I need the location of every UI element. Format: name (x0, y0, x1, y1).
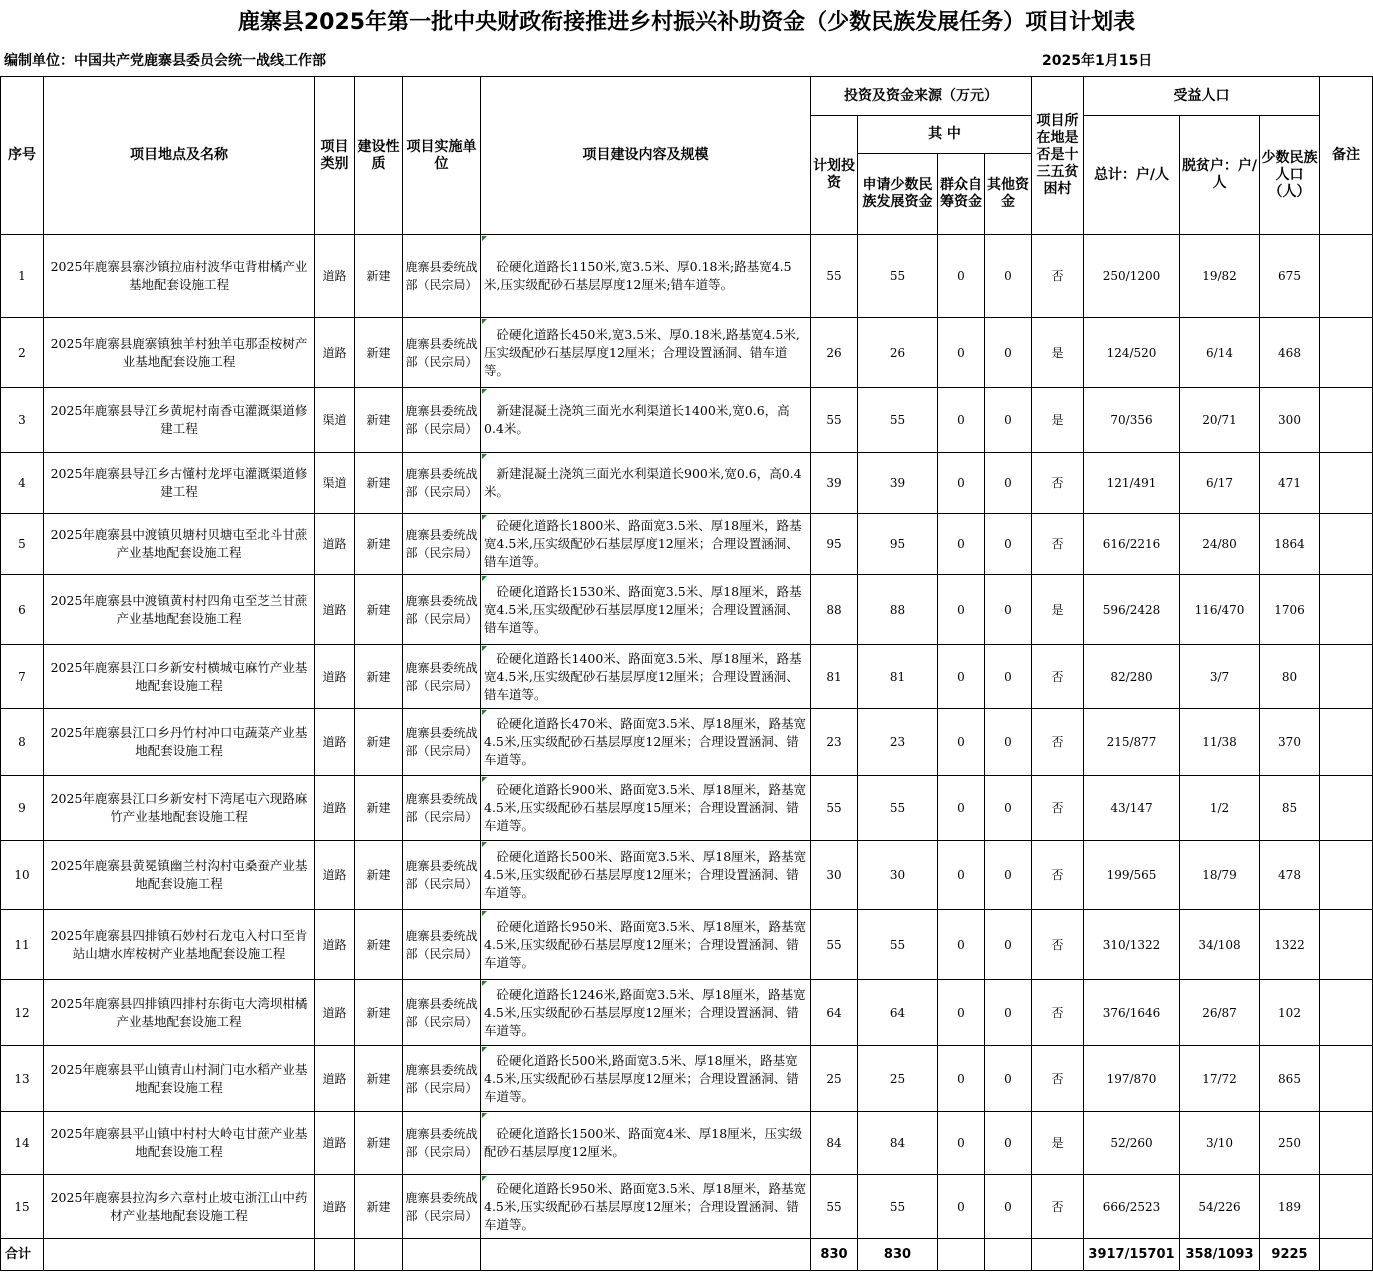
cell-minority-pop: 468 (1260, 318, 1320, 388)
cell-minority-fund: 64 (858, 980, 938, 1046)
cell-nature: 新建 (355, 841, 403, 910)
cell-minority-pop: 478 (1260, 841, 1320, 910)
cell-name: 2025年鹿寨县四排镇石妙村石龙屯入村口至肯站山塘水库桉树产业基地配套设施工程 (44, 910, 315, 980)
table-row (1, 980, 1373, 1046)
cell-total-pop: 596/2428 (1084, 575, 1180, 645)
cell-nature: 新建 (355, 235, 403, 318)
cell-name: 2025年鹿寨县导江乡古懂村龙坪屯灌溉渠道修建工程 (44, 453, 315, 514)
cell-self-raised: 0 (938, 388, 985, 453)
cell-implementer: 鹿寨县委统战部（民宗局） (403, 910, 481, 980)
total-label: 合计 (1, 1239, 44, 1271)
cell-name: 2025年鹿寨县平山镇中村村大岭屯甘蔗产业基地配套设施工程 (44, 1112, 315, 1175)
cell-minority-fund: 95 (858, 514, 938, 575)
cell-minority-fund: 55 (858, 910, 938, 980)
cell-name: 2025年鹿寨县寨沙镇拉庙村波华屯背柑橘产业基地配套设施工程 (44, 235, 315, 318)
cell-implementer: 鹿寨县委统战部（民宗局） (403, 514, 481, 575)
cell-content: 砼硬化道路长500米、路面宽3.5米、厚18厘米，路基宽4.5米,压实级配砂石基层厚度12厘米；合理设置涵洞、错车道等。 (481, 841, 811, 910)
cell-category: 渠道 (315, 453, 355, 514)
cell-minority-pop: 80 (1260, 645, 1320, 709)
cell-minority-fund: 84 (858, 1112, 938, 1175)
cell-planned: 55 (811, 776, 858, 841)
cell-name: 2025年鹿寨县鹿寨镇独羊村独羊屯那歪桉树产业基地配套设施工程 (44, 318, 315, 388)
cell-seq: 4 (1, 453, 44, 514)
table-row (1, 514, 1373, 575)
cell-other-fund: 0 (985, 709, 1032, 776)
cell-minority-fund: 55 (858, 776, 938, 841)
cell-minority-pop: 1322 (1260, 910, 1320, 980)
cell-content: 砼硬化道路长1150米,宽3.5米、厚0.18米;路基宽4.5米,压实级配砂石基层厚度12厘米;错车道等。 (481, 235, 811, 318)
cell-seq: 14 (1, 1112, 44, 1175)
header-investment-group: 投资及资金来源（万元） (811, 77, 1032, 116)
cell-remark (1320, 910, 1373, 980)
header-minority-pop: 少数民族人口（人） (1260, 116, 1320, 235)
cell-remark (1320, 645, 1373, 709)
cell-implementer: 鹿寨县委统战部（民宗局） (403, 709, 481, 776)
cell-content: 砼硬化道路长500米,路面宽3.5米、厚18厘米，路基宽4.5米,压实级配砂石基层厚度12厘米；合理设置涵洞、错车道等。 (481, 1046, 811, 1112)
cell-content: 砼硬化道路长900米、路面宽3.5米、厚18厘米，路基宽4.5米,压实级配砂石基层厚度15厘米；合理设置涵洞、错车道等。 (481, 776, 811, 841)
cell-minority-fund: 55 (858, 235, 938, 318)
table-row (1, 453, 1373, 514)
cell-name: 2025年鹿寨县江口乡丹竹村冲口屯蔬菜产业基地配套设施工程 (44, 709, 315, 776)
cell-nature: 新建 (355, 318, 403, 388)
cell-poor-village: 是 (1032, 575, 1084, 645)
cell-content: 新建混凝土浇筑三面光水利渠道长900米,宽0.6，高0.4米。 (481, 453, 811, 514)
header-total-pop: 总计：户/人 (1084, 116, 1180, 235)
table-row (1, 645, 1373, 709)
cell-poor-village: 否 (1032, 910, 1084, 980)
cell-self-raised: 0 (938, 980, 985, 1046)
cell-poverty-pop: 6/14 (1180, 318, 1260, 388)
cell-seq: 8 (1, 709, 44, 776)
cell-poor-village: 是 (1032, 318, 1084, 388)
header-remark: 备注 (1320, 77, 1373, 235)
cell-poor-village: 否 (1032, 841, 1084, 910)
cell-total-pop: 250/1200 (1084, 235, 1180, 318)
cell-content: 砼硬化道路长1530米、路面宽3.5米、厚18厘米，路基宽4.5米,压实级配砂石基层厚度12厘米；合理设置涵洞、错车道等。 (481, 575, 811, 645)
cell-poor-village: 是 (1032, 1112, 1084, 1175)
cell-total-pop: 197/870 (1084, 1046, 1180, 1112)
table-row (1, 235, 1373, 318)
table-row (1, 841, 1373, 910)
table-row (1, 388, 1373, 453)
cell-nature: 新建 (355, 514, 403, 575)
cell-nature: 新建 (355, 1112, 403, 1175)
cell-poor-village: 否 (1032, 453, 1084, 514)
cell-remark (1320, 1046, 1373, 1112)
cell-poor-village: 否 (1032, 1175, 1084, 1239)
cell-name: 2025年鹿寨县江口乡新安村下湾尾屯六现路麻竹产业基地配套设施工程 (44, 776, 315, 841)
cell-remark (1320, 1175, 1373, 1239)
cell-category: 道路 (315, 1112, 355, 1175)
header-implementer: 项目实施单位 (403, 77, 481, 235)
cell-minority-pop: 102 (1260, 980, 1320, 1046)
cell-remark (1320, 841, 1373, 910)
header-poor-village: 项目所在地是否是十三五贫困村 (1032, 77, 1084, 235)
header-minority-fund: 申请少数民族发展资金 (858, 154, 938, 235)
cell-content: 砼硬化道路长1246米,路面宽3.5米、厚18厘米，路基宽4.5米,压实级配砂石基层厚度12厘米；合理设置涵洞、错车道等。 (481, 980, 811, 1046)
table-row (1, 1046, 1373, 1112)
cell-poor-village: 否 (1032, 645, 1084, 709)
cell-implementer: 鹿寨县委统战部（民宗局） (403, 453, 481, 514)
cell-remark (1320, 776, 1373, 841)
cell-implementer: 鹿寨县委统战部（民宗局） (403, 980, 481, 1046)
cell-category: 道路 (315, 235, 355, 318)
cell-total-pop: 52/260 (1084, 1112, 1180, 1175)
cell-category: 道路 (315, 575, 355, 645)
cell-total-pop: 43/147 (1084, 776, 1180, 841)
compiling-unit: 编制单位：中国共产党鹿寨县委员会统一战线工作部 (4, 53, 326, 69)
cell-nature: 新建 (355, 980, 403, 1046)
cell-other-fund: 0 (985, 645, 1032, 709)
cell-planned: 39 (811, 453, 858, 514)
cell-planned: 25 (811, 1046, 858, 1112)
total-row (1, 1239, 1373, 1271)
cell-implementer: 鹿寨县委统战部（民宗局） (403, 575, 481, 645)
total-minority-pop: 9225 (1260, 1239, 1320, 1271)
cell-name: 2025年鹿寨县江口乡新安村横城屯麻竹产业基地配套设施工程 (44, 645, 315, 709)
cell-seq: 15 (1, 1175, 44, 1239)
cell-content: 砼硬化道路长1500米、路面宽4米、厚18厘米，压实级配砂石基层厚度12厘米。 (481, 1112, 811, 1175)
cell-remark (1320, 514, 1373, 575)
cell-total-pop: 82/280 (1084, 645, 1180, 709)
total-planned: 830 (811, 1239, 858, 1271)
cell-other-fund: 0 (985, 318, 1032, 388)
table-body (1, 235, 1373, 1239)
header-poverty-pop: 脱贫户：户/人 (1180, 116, 1260, 235)
header-other-fund: 其他资金 (985, 154, 1032, 235)
cell-poverty-pop: 20/71 (1180, 388, 1260, 453)
header-content: 项目建设内容及规模 (481, 77, 811, 235)
cell-nature: 新建 (355, 910, 403, 980)
cell-self-raised: 0 (938, 709, 985, 776)
header-name: 项目地点及名称 (44, 77, 315, 235)
cell-total-pop: 121/491 (1084, 453, 1180, 514)
cell-planned: 55 (811, 235, 858, 318)
cell-seq: 7 (1, 645, 44, 709)
cell-category: 道路 (315, 980, 355, 1046)
cell-content: 砼硬化道路长470米、路面宽3.5米、厚18厘米，路基宽4.5米,压实级配砂石基层厚度12厘米；合理设置涵洞、错车道等。 (481, 709, 811, 776)
cell-name: 2025年鹿寨县平山镇青山村洞门屯水稻产业基地配套设施工程 (44, 1046, 315, 1112)
cell-other-fund: 0 (985, 1046, 1032, 1112)
table-row (1, 709, 1373, 776)
cell-planned: 88 (811, 575, 858, 645)
total-minority-fund: 830 (858, 1239, 938, 1271)
cell-poverty-pop: 18/79 (1180, 841, 1260, 910)
cell-other-fund: 0 (985, 575, 1032, 645)
table-row (1, 910, 1373, 980)
cell-nature: 新建 (355, 1046, 403, 1112)
cell-planned: 30 (811, 841, 858, 910)
cell-self-raised: 0 (938, 645, 985, 709)
header-planned: 计划投资 (811, 116, 858, 235)
cell-seq: 12 (1, 980, 44, 1046)
cell-minority-fund: 88 (858, 575, 938, 645)
table-row (1, 776, 1373, 841)
cell-category: 道路 (315, 776, 355, 841)
cell-minority-pop: 675 (1260, 235, 1320, 318)
header-category: 项目类别 (315, 77, 355, 235)
cell-name: 2025年鹿寨县中渡镇黄村村四角屯至芝兰甘蔗产业基地配套设施工程 (44, 575, 315, 645)
cell-poverty-pop: 6/17 (1180, 453, 1260, 514)
cell-poor-village: 否 (1032, 514, 1084, 575)
cell-minority-fund: 26 (858, 318, 938, 388)
cell-remark (1320, 388, 1373, 453)
page-title: 鹿寨县2025年第一批中央财政衔接推进乡村振兴补助资金（少数民族发展任务）项目计划表 (237, 10, 1136, 35)
cell-poverty-pop: 17/72 (1180, 1046, 1260, 1112)
cell-minority-fund: 55 (858, 1175, 938, 1239)
cell-poverty-pop: 34/108 (1180, 910, 1260, 980)
cell-category: 道路 (315, 910, 355, 980)
cell-self-raised: 0 (938, 514, 985, 575)
cell-self-raised: 0 (938, 841, 985, 910)
cell-total-pop: 616/2216 (1084, 514, 1180, 575)
cell-poor-village: 否 (1032, 980, 1084, 1046)
cell-implementer: 鹿寨县委统战部（民宗局） (403, 1175, 481, 1239)
cell-seq: 3 (1, 388, 44, 453)
cell-other-fund: 0 (985, 1112, 1032, 1175)
cell-remark (1320, 980, 1373, 1046)
cell-content: 砼硬化道路长1400米、路面宽3.5米、厚18厘米，路基宽4.5米,压实级配砂石基层厚度12厘米；合理设置涵洞、错车道等。 (481, 645, 811, 709)
cell-remark (1320, 575, 1373, 645)
cell-minority-pop: 1706 (1260, 575, 1320, 645)
cell-other-fund: 0 (985, 235, 1032, 318)
cell-category: 道路 (315, 841, 355, 910)
cell-nature: 新建 (355, 1175, 403, 1239)
total-poverty-pop: 358/1093 (1180, 1239, 1260, 1271)
cell-minority-fund: 30 (858, 841, 938, 910)
cell-content: 新建混凝土浇筑三面光水利渠道长1400米,宽0.6，高0.4米。 (481, 388, 811, 453)
cell-seq: 1 (1, 235, 44, 318)
cell-minority-pop: 471 (1260, 453, 1320, 514)
cell-other-fund: 0 (985, 776, 1032, 841)
cell-total-pop: 70/356 (1084, 388, 1180, 453)
cell-remark (1320, 453, 1373, 514)
cell-planned: 81 (811, 645, 858, 709)
cell-name: 2025年鹿寨县四排镇四排村东街屯大湾坝柑橘产业基地配套设施工程 (44, 980, 315, 1046)
cell-name: 2025年鹿寨县黄冕镇幽兰村沟村屯桑蚕产业基地配套设施工程 (44, 841, 315, 910)
cell-minority-pop: 189 (1260, 1175, 1320, 1239)
cell-planned: 95 (811, 514, 858, 575)
cell-minority-fund: 81 (858, 645, 938, 709)
cell-self-raised: 0 (938, 910, 985, 980)
cell-poor-village: 否 (1032, 235, 1084, 318)
cell-implementer: 鹿寨县委统战部（民宗局） (403, 841, 481, 910)
cell-total-pop: 124/520 (1084, 318, 1180, 388)
cell-category: 道路 (315, 1046, 355, 1112)
cell-poor-village: 否 (1032, 776, 1084, 841)
cell-category: 道路 (315, 514, 355, 575)
cell-poor-village: 否 (1032, 1046, 1084, 1112)
cell-poor-village: 否 (1032, 709, 1084, 776)
cell-planned: 55 (811, 1175, 858, 1239)
cell-self-raised: 0 (938, 453, 985, 514)
cell-category: 道路 (315, 645, 355, 709)
header-nature: 建设性质 (355, 77, 403, 235)
cell-remark (1320, 709, 1373, 776)
cell-minority-pop: 1864 (1260, 514, 1320, 575)
total-total-pop: 3917/15701 (1084, 1239, 1180, 1271)
cell-name: 2025年鹿寨县导江乡黄坭村南香屯灌溉渠道修建工程 (44, 388, 315, 453)
cell-seq: 10 (1, 841, 44, 910)
cell-seq: 5 (1, 514, 44, 575)
project-plan-table (0, 76, 1373, 1271)
cell-planned: 55 (811, 388, 858, 453)
cell-minority-fund: 23 (858, 709, 938, 776)
cell-minority-pop: 300 (1260, 388, 1320, 453)
cell-seq: 6 (1, 575, 44, 645)
cell-other-fund: 0 (985, 980, 1032, 1046)
table-row (1, 1112, 1373, 1175)
cell-self-raised: 0 (938, 235, 985, 318)
cell-other-fund: 0 (985, 841, 1032, 910)
cell-self-raised: 0 (938, 575, 985, 645)
cell-nature: 新建 (355, 709, 403, 776)
cell-remark (1320, 1112, 1373, 1175)
cell-implementer: 鹿寨县委统战部（民宗局） (403, 318, 481, 388)
cell-poverty-pop: 54/226 (1180, 1175, 1260, 1239)
header-self-raised: 群众自筹资金 (938, 154, 985, 235)
cell-other-fund: 0 (985, 1175, 1032, 1239)
cell-name: 2025年鹿寨县拉沟乡六章村止坡屯浙江山中药材产业基地配套设施工程 (44, 1175, 315, 1239)
cell-total-pop: 215/877 (1084, 709, 1180, 776)
cell-category: 道路 (315, 318, 355, 388)
cell-seq: 11 (1, 910, 44, 980)
table-row (1, 575, 1373, 645)
cell-minority-pop: 250 (1260, 1112, 1320, 1175)
cell-implementer: 鹿寨县委统战部（民宗局） (403, 776, 481, 841)
cell-seq: 13 (1, 1046, 44, 1112)
cell-self-raised: 0 (938, 1046, 985, 1112)
cell-other-fund: 0 (985, 514, 1032, 575)
cell-total-pop: 666/2523 (1084, 1175, 1180, 1239)
cell-total-pop: 310/1322 (1084, 910, 1180, 980)
cell-planned: 55 (811, 910, 858, 980)
cell-other-fund: 0 (985, 453, 1032, 514)
cell-minority-pop: 370 (1260, 709, 1320, 776)
cell-planned: 26 (811, 318, 858, 388)
cell-self-raised: 0 (938, 1175, 985, 1239)
cell-poverty-pop: 26/87 (1180, 980, 1260, 1046)
cell-content: 砼硬化道路长1800米、路面宽3.5米、厚18厘米，路基宽4.5米,压实级配砂石基层厚度12厘米；合理设置涵洞、错车道等。 (481, 514, 811, 575)
cell-total-pop: 199/565 (1084, 841, 1180, 910)
cell-seq: 9 (1, 776, 44, 841)
cell-minority-fund: 39 (858, 453, 938, 514)
cell-poverty-pop: 3/10 (1180, 1112, 1260, 1175)
cell-nature: 新建 (355, 575, 403, 645)
cell-remark (1320, 235, 1373, 318)
cell-poverty-pop: 3/7 (1180, 645, 1260, 709)
cell-planned: 84 (811, 1112, 858, 1175)
cell-category: 渠道 (315, 388, 355, 453)
cell-name: 2025年鹿寨县中渡镇贝塘村贝塘屯至北斗甘蔗产业基地配套设施工程 (44, 514, 315, 575)
cell-content: 砼硬化道路长950米、路面宽3.5米、厚18厘米，路基宽4.5米,压实级配砂石基层厚度12厘米；合理设置涵洞、错车道等。 (481, 1175, 811, 1239)
cell-poverty-pop: 11/38 (1180, 709, 1260, 776)
cell-total-pop: 376/1646 (1084, 980, 1180, 1046)
cell-implementer: 鹿寨县委统战部（民宗局） (403, 388, 481, 453)
cell-minority-pop: 85 (1260, 776, 1320, 841)
cell-content: 砼硬化道路长450米,宽3.5米、厚0.18米,路基宽4.5米,压实级配砂石基层厚度12厘米；合理设置涵洞、错车道等。 (481, 318, 811, 388)
cell-minority-fund: 25 (858, 1046, 938, 1112)
table-row (1, 1175, 1373, 1239)
cell-remark (1320, 318, 1373, 388)
cell-implementer: 鹿寨县委统战部（民宗局） (403, 1112, 481, 1175)
cell-category: 道路 (315, 709, 355, 776)
cell-nature: 新建 (355, 388, 403, 453)
cell-implementer: 鹿寨县委统战部（民宗局） (403, 235, 481, 318)
cell-nature: 新建 (355, 453, 403, 514)
cell-nature: 新建 (355, 645, 403, 709)
cell-poverty-pop: 24/80 (1180, 514, 1260, 575)
cell-self-raised: 0 (938, 1112, 985, 1175)
cell-planned: 23 (811, 709, 858, 776)
cell-nature: 新建 (355, 776, 403, 841)
cell-other-fund: 0 (985, 910, 1032, 980)
cell-other-fund: 0 (985, 388, 1032, 453)
cell-seq: 2 (1, 318, 44, 388)
cell-planned: 64 (811, 980, 858, 1046)
cell-self-raised: 0 (938, 318, 985, 388)
cell-self-raised: 0 (938, 776, 985, 841)
cell-category: 道路 (315, 1175, 355, 1239)
cell-implementer: 鹿寨县委统战部（民宗局） (403, 1046, 481, 1112)
cell-content: 砼硬化道路长950米、路面宽3.5米、厚18厘米，路基宽4.5米,压实级配砂石基层厚度12厘米；合理设置涵洞、错车道等。 (481, 910, 811, 980)
header-seq: 序号 (1, 77, 44, 235)
cell-implementer: 鹿寨县委统战部（民宗局） (403, 645, 481, 709)
header-beneficiary-group: 受益人口 (1084, 77, 1320, 116)
header-of-which: 其 中 (858, 116, 1032, 154)
cell-poverty-pop: 1/2 (1180, 776, 1260, 841)
cell-poverty-pop: 116/470 (1180, 575, 1260, 645)
compile-date: 2025年1月15日 (1042, 53, 1153, 69)
table-row (1, 318, 1373, 388)
cell-minority-pop: 865 (1260, 1046, 1320, 1112)
cell-minority-fund: 55 (858, 388, 938, 453)
cell-poor-village: 是 (1032, 388, 1084, 453)
cell-poverty-pop: 19/82 (1180, 235, 1260, 318)
